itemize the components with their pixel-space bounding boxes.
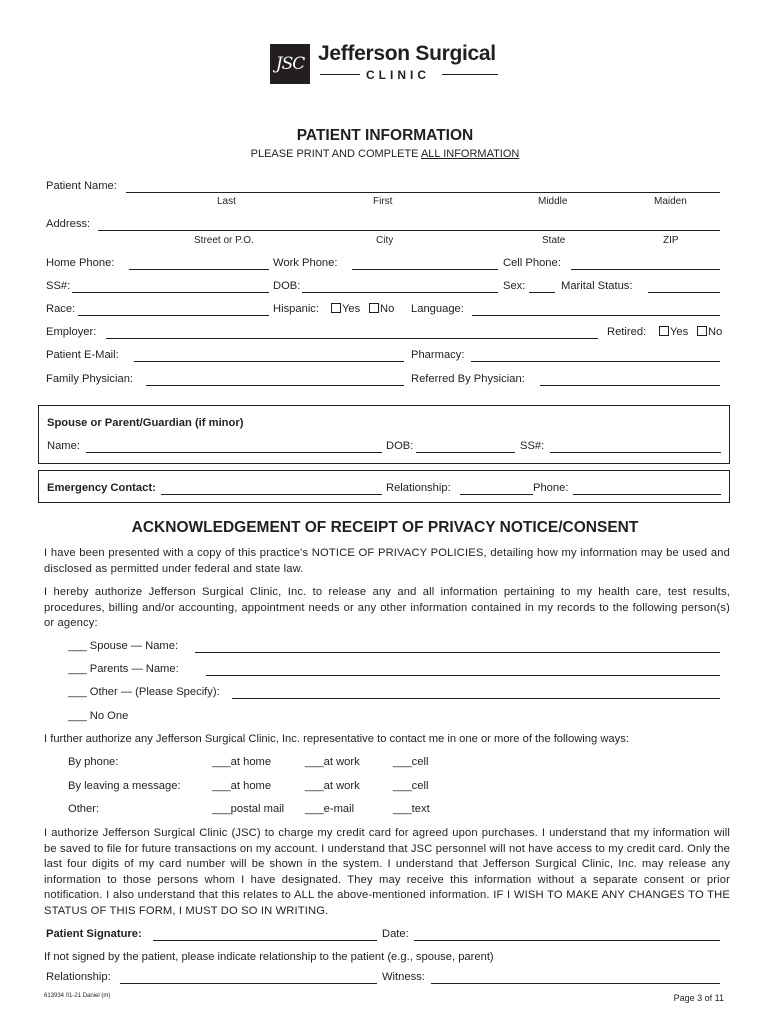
phone-work-option[interactable]: ___at work bbox=[305, 756, 360, 768]
page-title: PATIENT INFORMATION bbox=[296, 127, 474, 144]
pharmacy-field[interactable] bbox=[471, 361, 720, 362]
hispanic-yes-checkbox[interactable]: Yes bbox=[331, 303, 360, 315]
home-phone-field[interactable] bbox=[129, 269, 269, 270]
jsc-monogram: JSC bbox=[270, 44, 310, 84]
address-label: Address: bbox=[46, 218, 91, 230]
release-spouse-option[interactable]: ___ Spouse — Name: bbox=[68, 640, 179, 652]
credit-card-paragraph: I authorize Jefferson Surgical Clinic (JSC) to charge my credit card for agreed upon purchases. I understand that my information will be saved to file for future transactions on my account. I understand that JSC personnel will not have access to my credit card. Only the last four digits of my card number will be shown in the system. I understand that Jefferson Surgical Clinic, Inc. may release any information to those persons whom I have designated. They may receive this information without a separate consent or prior notification. I also understand that this relates to ALL the above-mentioned information. IF I WISH TO MAKE ANY CHANGES TO THE STATUS OF THIS FORM, I MUST DO SO IN WRITING. bbox=[44, 827, 730, 917]
other-text-option[interactable]: ___text bbox=[393, 803, 430, 815]
patient-signature-field[interactable] bbox=[153, 940, 377, 941]
page-subtitle: PLEASE PRINT AND COMPLETE ALL INFORMATION bbox=[250, 148, 520, 160]
emergency-contact-section: Emergency Contact: Relationship: Phone: bbox=[38, 470, 730, 503]
relationship-field[interactable] bbox=[120, 983, 377, 984]
cell-phone-field[interactable] bbox=[571, 269, 720, 270]
contact-paragraph: I further authorize any Jefferson Surgical Clinic, Inc. representative to contact me in one or more of the following ways: bbox=[44, 733, 629, 745]
not-signed-note: If not signed by the patient, please indicate relationship to the patient (e.g., spouse, parent) bbox=[44, 951, 494, 963]
message-cell-option[interactable]: ___cell bbox=[393, 780, 429, 792]
spouse-guardian-section: Spouse or Parent/Guardian (if minor) Name: DOB: SS#: bbox=[38, 405, 730, 464]
ack-title: ACKNOWLEDGEMENT OF RECEIPT OF PRIVACY NOTICE/CONSENT bbox=[131, 519, 639, 536]
release-none-option[interactable]: ___ No One bbox=[68, 710, 129, 722]
emergency-contact-field[interactable] bbox=[161, 494, 382, 495]
ssn-field[interactable] bbox=[72, 292, 269, 293]
release-paragraph: I hereby authorize Jefferson Surgical Clinic, Inc. to release any and all information pertaining to my health care, test results, procedures, billing and/or accounting, appointment needs or any other information contained in my records to the following person(s) or agency: bbox=[44, 586, 730, 630]
race-field[interactable] bbox=[78, 315, 269, 316]
sex-field[interactable] bbox=[529, 292, 555, 293]
form-code: 613934 01-21 Daniel (m) bbox=[44, 993, 111, 999]
phone-home-option[interactable]: ___at home bbox=[212, 756, 272, 768]
other-email-option[interactable]: ___e-mail bbox=[305, 803, 355, 815]
marital-field[interactable] bbox=[648, 292, 720, 293]
witness-field[interactable] bbox=[431, 983, 720, 984]
privacy-notice-paragraph: I have been presented with a copy of this practice's NOTICE OF PRIVACY POLICIES, detailing how my information may be used and disclosed as permitted under federal and state law. bbox=[44, 547, 730, 575]
message-home-option[interactable]: ___at home bbox=[212, 780, 272, 792]
release-parents-field[interactable] bbox=[206, 675, 720, 676]
page-number: Page 3 of 11 bbox=[673, 993, 724, 1003]
spouse-ssn-field[interactable] bbox=[550, 452, 721, 453]
emergency-relationship-field[interactable] bbox=[460, 494, 533, 495]
release-parents-option[interactable]: ___ Parents — Name: bbox=[68, 663, 179, 675]
release-other-option[interactable]: ___ Other — (Please Specify): bbox=[68, 686, 220, 698]
clinic-logo bbox=[270, 44, 502, 86]
language-field[interactable] bbox=[472, 315, 720, 316]
logo-name: Jefferson Surgical bbox=[318, 42, 496, 65]
referred-by-field[interactable] bbox=[540, 385, 720, 386]
release-spouse-field[interactable] bbox=[195, 652, 720, 653]
work-phone-field[interactable] bbox=[352, 269, 498, 270]
message-work-option[interactable]: ___at work bbox=[305, 780, 360, 792]
signature-date-field[interactable] bbox=[414, 940, 720, 941]
phone-cell-option[interactable]: ___cell bbox=[393, 756, 429, 768]
spouse-dob-field[interactable] bbox=[416, 452, 515, 453]
retired-yes-checkbox[interactable]: Yes bbox=[659, 326, 688, 338]
logo-sub: CLINIC bbox=[366, 68, 430, 82]
patient-name-label: Patient Name: bbox=[46, 180, 117, 192]
address-field[interactable] bbox=[98, 230, 720, 231]
hispanic-no-checkbox[interactable]: No bbox=[369, 303, 394, 315]
email-field[interactable] bbox=[134, 361, 404, 362]
spouse-name-field[interactable] bbox=[86, 452, 382, 453]
release-other-field[interactable] bbox=[232, 698, 720, 699]
employer-field[interactable] bbox=[106, 338, 598, 339]
emergency-phone-field[interactable] bbox=[573, 494, 721, 495]
dob-field[interactable] bbox=[302, 292, 498, 293]
retired-no-checkbox[interactable]: No bbox=[697, 326, 722, 338]
family-physician-field[interactable] bbox=[146, 385, 404, 386]
patient-name-field[interactable] bbox=[126, 192, 720, 193]
other-postal-option[interactable]: ___postal mail bbox=[212, 803, 285, 815]
